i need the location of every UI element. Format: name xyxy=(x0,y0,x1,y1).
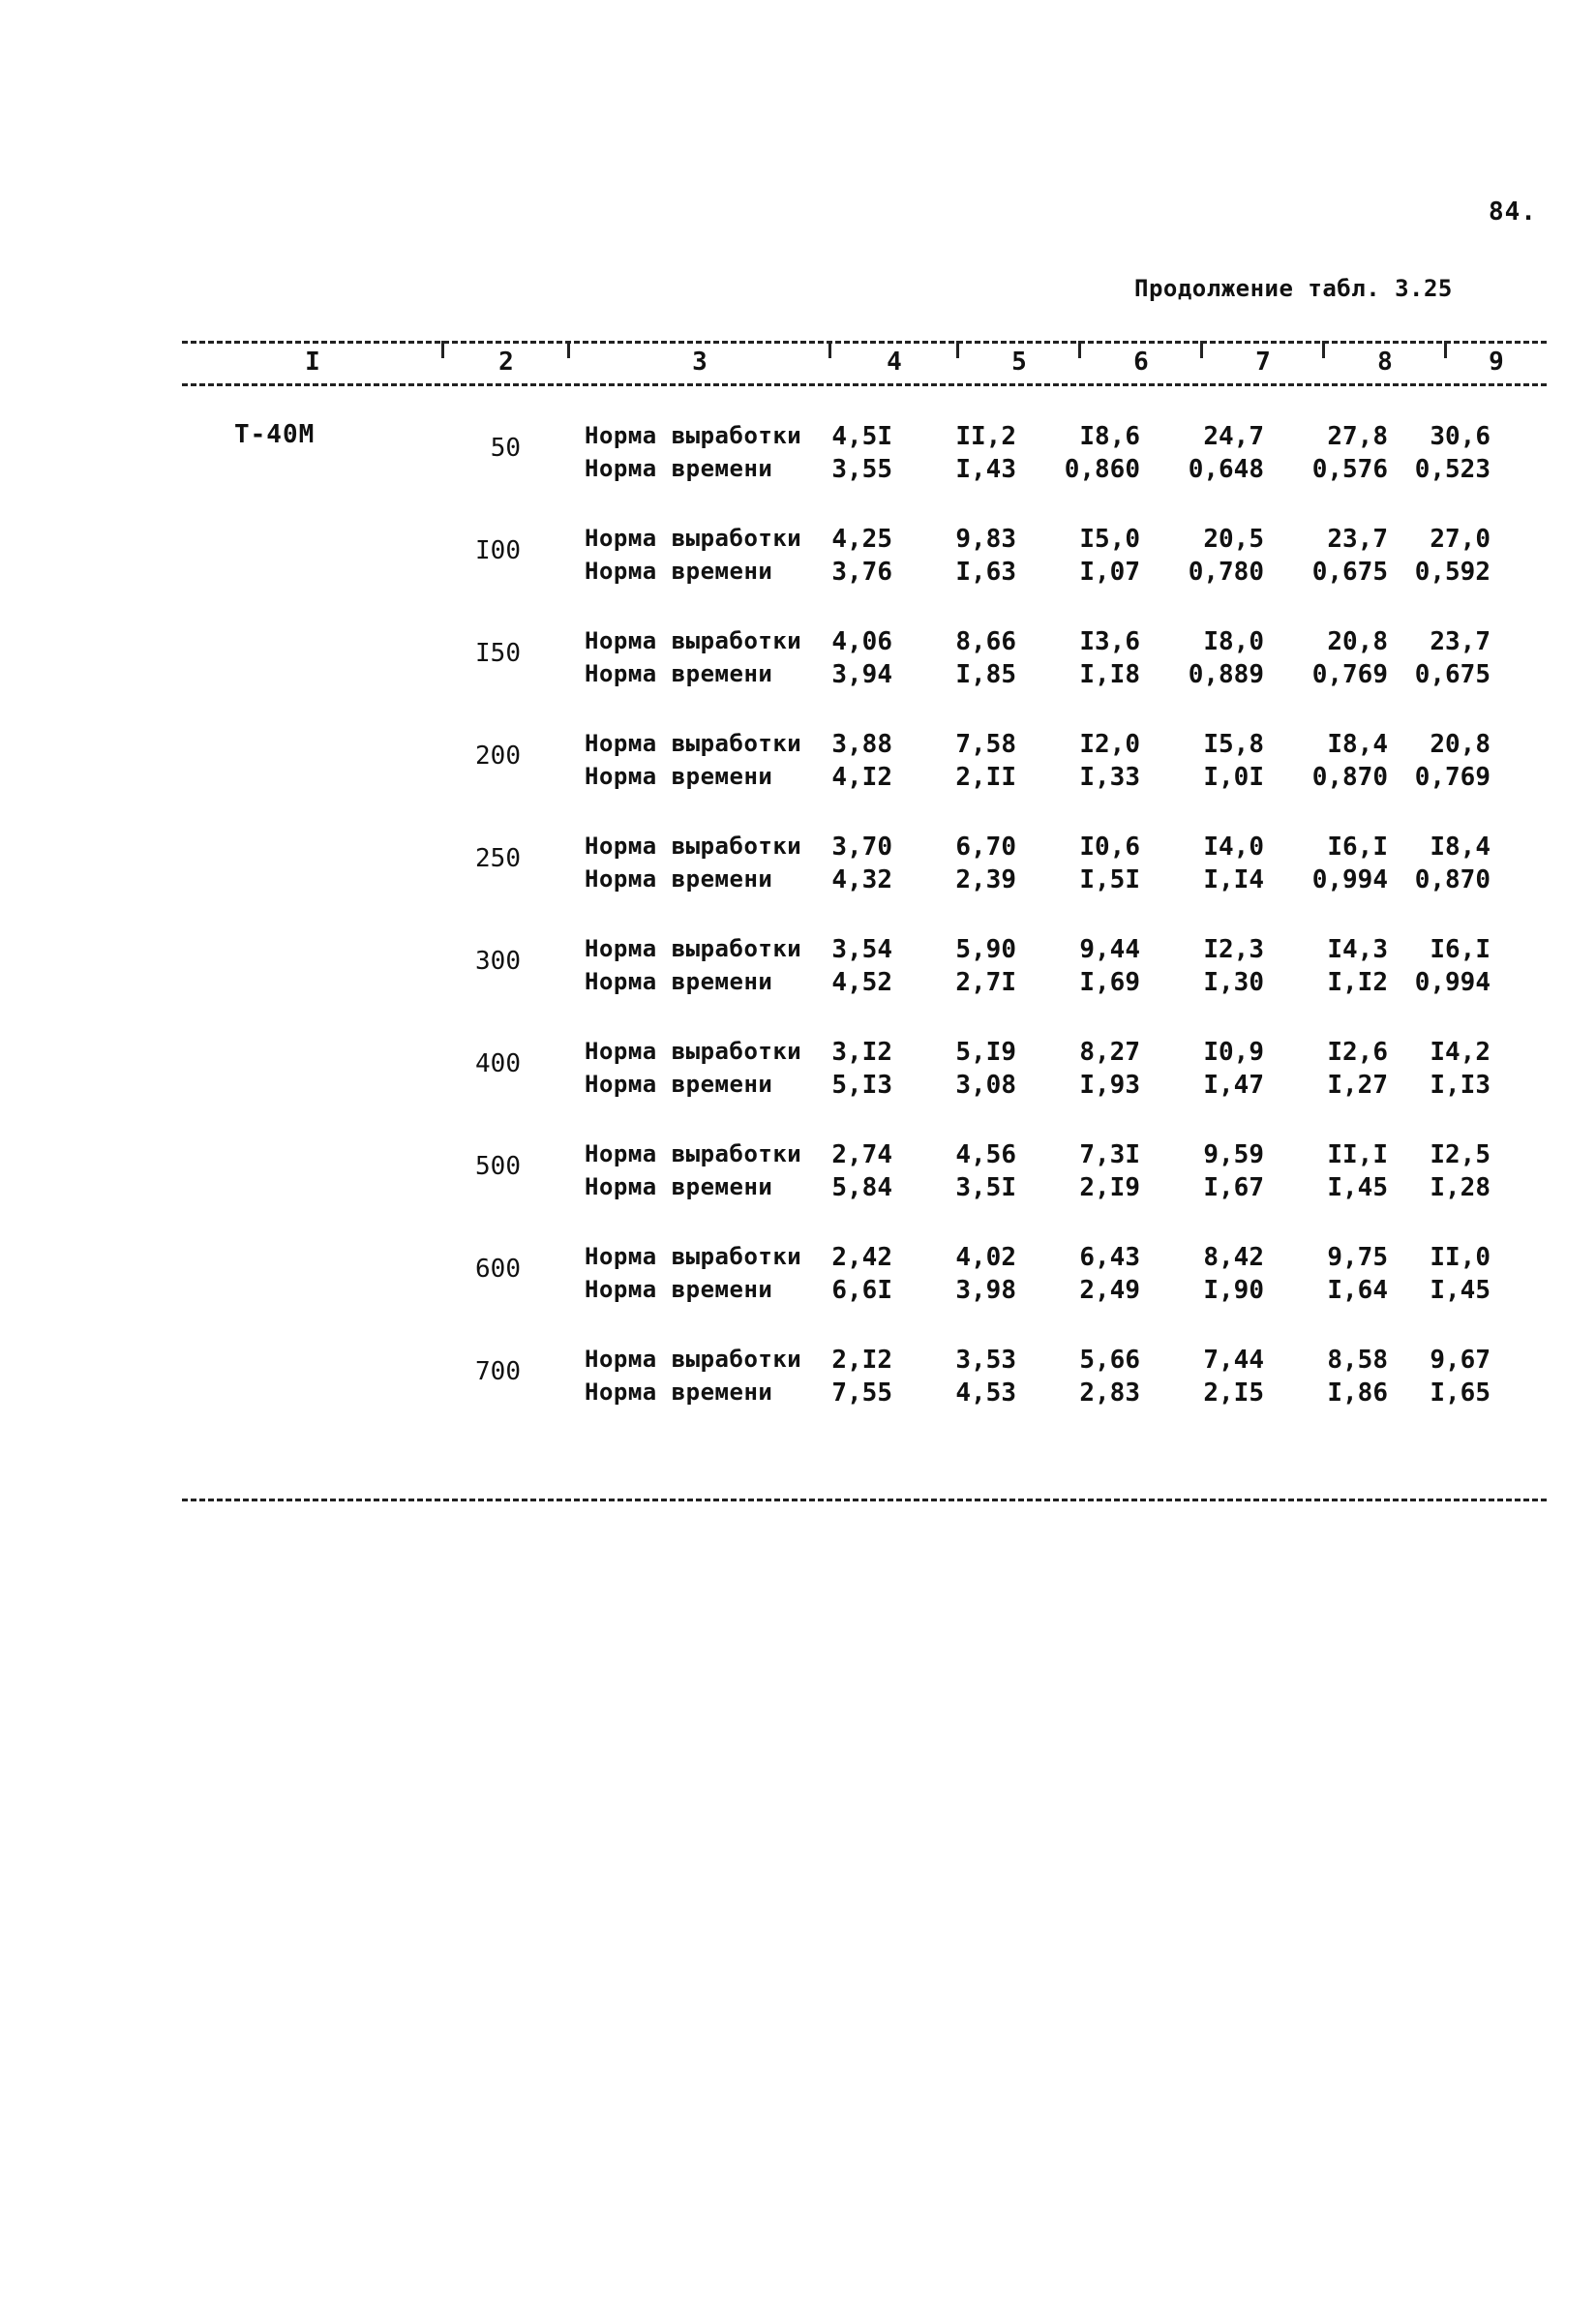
cell-time-col-8: I,27 xyxy=(1327,1071,1388,1100)
cell-time-col-5: 3,08 xyxy=(955,1071,1016,1100)
cell-time-col-4: 7,55 xyxy=(831,1378,892,1408)
row-label-time: Норма времени xyxy=(585,1276,773,1303)
cell-output-col-8: 27,8 xyxy=(1327,422,1388,451)
cell-time-col-5: I,43 xyxy=(955,455,1016,484)
cell-time-col-6: I,93 xyxy=(1079,1071,1140,1100)
cell-time-col-4: 4,32 xyxy=(831,865,892,894)
cell-time-col-4: 5,84 xyxy=(831,1173,892,1202)
row-label-output: Норма выработки xyxy=(585,525,802,552)
cell-output-col-4: 2,42 xyxy=(831,1243,892,1272)
load-value: I00 xyxy=(475,536,521,565)
cell-time-col-8: I,86 xyxy=(1327,1378,1388,1408)
table-row-group xyxy=(0,627,1596,697)
cell-output-col-4: 3,54 xyxy=(831,935,892,964)
cell-output-col-4: 2,74 xyxy=(831,1140,892,1169)
cell-time-col-9: 0,870 xyxy=(1414,865,1491,894)
header-separator xyxy=(1078,341,1081,358)
table-row-group xyxy=(0,1140,1596,1210)
cell-time-col-7: 0,889 xyxy=(1188,660,1264,689)
cell-output-col-7: 9,59 xyxy=(1203,1140,1264,1169)
row-label-output: Норма выработки xyxy=(585,935,802,962)
cell-output-col-8: I4,3 xyxy=(1327,935,1388,964)
cell-output-col-8: 23,7 xyxy=(1327,525,1388,554)
cell-time-col-6: 2,49 xyxy=(1079,1276,1140,1305)
row-label-time: Норма времени xyxy=(585,865,773,893)
table-row-group xyxy=(0,935,1596,1005)
cell-time-col-8: 0,870 xyxy=(1311,763,1388,792)
cell-output-col-6: 6,43 xyxy=(1079,1243,1140,1272)
cell-output-col-4: 2,I2 xyxy=(831,1346,892,1375)
table-row-group xyxy=(0,1243,1596,1313)
row-label-output: Норма выработки xyxy=(585,1346,802,1373)
row-label-time: Норма времени xyxy=(585,763,773,790)
cell-time-col-8: I,45 xyxy=(1327,1173,1388,1202)
cell-output-col-9: 9,67 xyxy=(1430,1346,1491,1375)
load-value: 600 xyxy=(475,1255,521,1284)
load-value: I50 xyxy=(475,639,521,668)
row-label-time: Норма времени xyxy=(585,455,773,482)
table-header xyxy=(182,341,1547,383)
cell-output-col-5: 7,58 xyxy=(955,730,1016,759)
cell-output-col-7: I5,8 xyxy=(1203,730,1264,759)
cell-output-col-4: 4,25 xyxy=(831,525,892,554)
cell-output-col-5: 4,56 xyxy=(955,1140,1016,1169)
cell-time-col-7: I,67 xyxy=(1203,1173,1264,1202)
load-value: 200 xyxy=(475,742,521,771)
table-bottom-rule xyxy=(182,1499,1547,1501)
cell-time-col-6: I,5I xyxy=(1079,865,1140,894)
cell-time-col-7: I,47 xyxy=(1203,1071,1264,1100)
cell-time-col-9: 0,675 xyxy=(1414,660,1491,689)
header-separator xyxy=(956,341,959,358)
cell-output-col-7: I4,0 xyxy=(1203,833,1264,862)
cell-output-col-6: 7,3I xyxy=(1079,1140,1140,1169)
load-value: 400 xyxy=(475,1049,521,1078)
cell-time-col-6: 2,83 xyxy=(1079,1378,1140,1408)
cell-output-col-8: I6,I xyxy=(1327,833,1388,862)
cell-output-col-5: II,2 xyxy=(955,422,1016,451)
tractor-model: Т-40М xyxy=(234,420,316,449)
cell-time-col-6: I,I8 xyxy=(1079,660,1140,689)
load-value: 500 xyxy=(475,1152,521,1181)
header-separator xyxy=(567,341,570,358)
table-continuation-title: Продолжение табл. 3.25 xyxy=(1134,275,1453,302)
cell-time-col-6: I,07 xyxy=(1079,558,1140,587)
cell-output-col-5: 3,53 xyxy=(955,1346,1016,1375)
cell-time-col-4: 3,55 xyxy=(831,455,892,484)
row-label-output: Норма выработки xyxy=(585,422,802,449)
cell-output-col-9: 30,6 xyxy=(1430,422,1491,451)
row-label-time: Норма времени xyxy=(585,1378,773,1406)
cell-output-col-7: 24,7 xyxy=(1203,422,1264,451)
cell-time-col-6: I,69 xyxy=(1079,968,1140,997)
cell-output-col-7: 8,42 xyxy=(1203,1243,1264,1272)
row-label-output: Норма выработки xyxy=(585,1038,802,1065)
cell-output-col-7: I0,9 xyxy=(1203,1038,1264,1067)
header-col-4: 4 xyxy=(887,348,902,377)
cell-time-col-9: 0,592 xyxy=(1414,558,1491,587)
cell-output-col-8: 9,75 xyxy=(1327,1243,1388,1272)
cell-time-col-9: I,45 xyxy=(1430,1276,1491,1305)
cell-time-col-4: 5,I3 xyxy=(831,1071,892,1100)
cell-time-col-7: I,0I xyxy=(1203,763,1264,792)
header-col-8: 8 xyxy=(1377,348,1393,377)
table-header-rule xyxy=(182,383,1547,386)
cell-time-col-5: 2,II xyxy=(955,763,1016,792)
cell-time-col-9: I,28 xyxy=(1430,1173,1491,1202)
cell-output-col-8: I8,4 xyxy=(1327,730,1388,759)
cell-time-col-5: 4,53 xyxy=(955,1378,1016,1408)
row-label-time: Норма времени xyxy=(585,1173,773,1200)
cell-output-col-9: I8,4 xyxy=(1430,833,1491,862)
cell-time-col-8: 0,769 xyxy=(1311,660,1388,689)
cell-output-col-6: I0,6 xyxy=(1079,833,1140,862)
cell-output-col-9: 23,7 xyxy=(1430,627,1491,656)
header-separator xyxy=(1444,341,1447,358)
header-separator xyxy=(1200,341,1203,358)
cell-output-col-8: I2,6 xyxy=(1327,1038,1388,1067)
cell-output-col-5: 9,83 xyxy=(955,525,1016,554)
cell-output-col-5: 4,02 xyxy=(955,1243,1016,1272)
cell-output-col-7: 7,44 xyxy=(1203,1346,1264,1375)
row-label-time: Норма времени xyxy=(585,1071,773,1098)
row-label-output: Норма выработки xyxy=(585,1243,802,1270)
header-col-6: 6 xyxy=(1133,348,1149,377)
cell-time-col-8: 0,675 xyxy=(1311,558,1388,587)
cell-time-col-7: 0,648 xyxy=(1188,455,1264,484)
cell-output-col-5: 6,70 xyxy=(955,833,1016,862)
cell-time-col-9: 0,994 xyxy=(1414,968,1491,997)
load-value: 700 xyxy=(475,1357,521,1386)
table-row-group xyxy=(0,422,1596,492)
row-label-time: Норма времени xyxy=(585,660,773,687)
cell-time-col-9: 0,523 xyxy=(1414,455,1491,484)
cell-output-col-9: 27,0 xyxy=(1430,525,1491,554)
cell-time-col-7: I,90 xyxy=(1203,1276,1264,1305)
table-row-group xyxy=(0,833,1596,902)
cell-time-col-8: I,64 xyxy=(1327,1276,1388,1305)
cell-time-col-7: 2,I5 xyxy=(1203,1378,1264,1408)
cell-output-col-6: I3,6 xyxy=(1079,627,1140,656)
cell-time-col-8: 0,994 xyxy=(1311,865,1388,894)
load-value: 50 xyxy=(490,434,521,463)
table-row-group xyxy=(0,525,1596,594)
cell-time-col-6: 0,860 xyxy=(1064,455,1140,484)
cell-output-col-4: 3,70 xyxy=(831,833,892,862)
header-col-1: I xyxy=(305,348,320,377)
cell-time-col-8: I,I2 xyxy=(1327,968,1388,997)
cell-output-col-4: 4,06 xyxy=(831,627,892,656)
header-separator xyxy=(1322,341,1325,358)
cell-time-col-4: 6,6I xyxy=(831,1276,892,1305)
header-col-2: 2 xyxy=(498,348,514,377)
page-number: 84. xyxy=(1489,197,1537,227)
table-row-group xyxy=(0,1038,1596,1107)
header-col-7: 7 xyxy=(1255,348,1271,377)
header-separator xyxy=(828,341,831,358)
cell-output-col-5: 5,90 xyxy=(955,935,1016,964)
cell-time-col-4: 4,52 xyxy=(831,968,892,997)
cell-output-col-7: I2,3 xyxy=(1203,935,1264,964)
cell-output-col-6: 5,66 xyxy=(1079,1346,1140,1375)
cell-time-col-8: 0,576 xyxy=(1311,455,1388,484)
cell-time-col-7: I,I4 xyxy=(1203,865,1264,894)
cell-time-col-5: 2,39 xyxy=(955,865,1016,894)
cell-time-col-9: I,I3 xyxy=(1430,1071,1491,1100)
cell-output-col-8: 8,58 xyxy=(1327,1346,1388,1375)
cell-output-col-4: 3,I2 xyxy=(831,1038,892,1067)
table-row-group xyxy=(0,730,1596,800)
cell-output-col-4: 4,5I xyxy=(831,422,892,451)
row-label-time: Норма времени xyxy=(585,558,773,585)
cell-output-col-6: I5,0 xyxy=(1079,525,1140,554)
cell-output-col-6: 8,27 xyxy=(1079,1038,1140,1067)
cell-time-col-4: 4,I2 xyxy=(831,763,892,792)
cell-output-col-7: 20,5 xyxy=(1203,525,1264,554)
cell-output-col-6: I8,6 xyxy=(1079,422,1140,451)
cell-output-col-9: I2,5 xyxy=(1430,1140,1491,1169)
load-value: 250 xyxy=(475,844,521,873)
cell-output-col-6: 9,44 xyxy=(1079,935,1140,964)
cell-output-col-9: I4,2 xyxy=(1430,1038,1491,1067)
cell-time-col-6: 2,I9 xyxy=(1079,1173,1140,1202)
row-label-time: Норма времени xyxy=(585,968,773,995)
cell-time-col-6: I,33 xyxy=(1079,763,1140,792)
cell-time-col-9: 0,769 xyxy=(1414,763,1491,792)
cell-output-col-9: II,0 xyxy=(1430,1243,1491,1272)
cell-output-col-8: 20,8 xyxy=(1327,627,1388,656)
cell-output-col-8: II,I xyxy=(1327,1140,1388,1169)
cell-time-col-4: 3,94 xyxy=(831,660,892,689)
cell-time-col-5: 3,98 xyxy=(955,1276,1016,1305)
row-label-output: Норма выработки xyxy=(585,730,802,757)
cell-output-col-5: 5,I9 xyxy=(955,1038,1016,1067)
cell-output-col-5: 8,66 xyxy=(955,627,1016,656)
row-label-output: Норма выработки xyxy=(585,627,802,654)
header-col-9: 9 xyxy=(1489,348,1504,377)
cell-time-col-5: 3,5I xyxy=(955,1173,1016,1202)
cell-time-col-5: I,63 xyxy=(955,558,1016,587)
cell-time-col-9: I,65 xyxy=(1430,1378,1491,1408)
header-col-5: 5 xyxy=(1011,348,1027,377)
cell-time-col-7: I,30 xyxy=(1203,968,1264,997)
cell-output-col-9: I6,I xyxy=(1430,935,1491,964)
cell-time-col-4: 3,76 xyxy=(831,558,892,587)
load-value: 300 xyxy=(475,947,521,976)
row-label-output: Норма выработки xyxy=(585,833,802,860)
cell-time-col-7: 0,780 xyxy=(1188,558,1264,587)
header-col-3: 3 xyxy=(692,348,708,377)
cell-output-col-4: 3,88 xyxy=(831,730,892,759)
row-label-output: Норма выработки xyxy=(585,1140,802,1167)
cell-output-col-7: I8,0 xyxy=(1203,627,1264,656)
table-row-group xyxy=(0,1346,1596,1415)
cell-output-col-6: I2,0 xyxy=(1079,730,1140,759)
cell-output-col-9: 20,8 xyxy=(1430,730,1491,759)
header-separator xyxy=(441,341,444,358)
cell-time-col-5: I,85 xyxy=(955,660,1016,689)
cell-time-col-5: 2,7I xyxy=(955,968,1016,997)
